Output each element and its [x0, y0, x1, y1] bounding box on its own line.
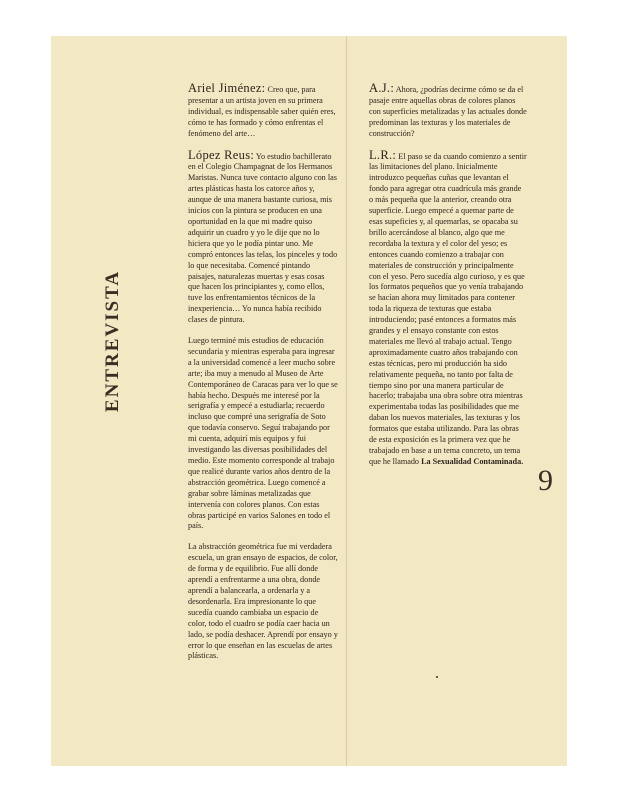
page-number: 9: [538, 464, 553, 497]
section-label: ENTREVISTA: [102, 269, 123, 413]
exhibition-title: La Sexualidad Contaminada: [421, 456, 522, 466]
answer-paragraph: Luego terminé mis estudios de educación secundaria y mientras esperaba para ingresar a la universidad comencé a leer mucho sobre arte; iba muy a menudo al Museo de Arte Contemporáneo de Caracas para ver lo que se había hecho. Después me interesé por la serigrafía y empecé a estudiarla; recuerdo incluso que compré una serigrafía de Soto que todavía conservo. Seguí trabajando por mi cuenta, adquirí mis equipos y fui investigando las diversas posibilidades del medio. Este momento corresponde al trabajo que realicé durante varios años dentro de la abstracción geométrica. Luego comencé a grabar sobre láminas metalizadas que intervenía con colores planos. Con estas obras participé en varios Salones en todo el país.: [188, 336, 338, 531]
paragraph-text: El paso se da cuando comienzo a sentir las limitaciones del plano. Inicialmente introduzco pequeñas cuñas que levantan el fondo para agregar otra cuadrícula más grande o más pequeña que la anterior, creando otra superficie. Luego empecé a quemar parte de esas supeficies y, al quemarlas, se opacaba su brillo acercándose al blanco, algo que me recordaba la textura y el color del yeso; es entonces cuando comienzo a trabajar con materiales de construcción y principalmente con el yeso. Pero sucedía algo curioso, y es que los formatos pequeños que yo venía trabajando se hacían ahora muy limitados para contener toda la riqueza de texturas que estaba introduciendo; pasé entonces a formatos más grandes y el ensayo constante con estos materiales me llevó al trabajo actual. Tengo aproximadamente cuatro años trabajando con estas técnicas, pero mi producción ha sido relativamente pequeña, no tanto por falta de tiempo sino por una manera particular de hacerlo; trabajaba una obra sobre otra mientras experimentaba todas las posibilidades que me daban los nuevos materiales, las texturas y los formatos que estaba utilizando. Para las obras de esta exposición es la primera vez que he trabajado en base a un tema concreto, un tema que he llamado: [369, 151, 527, 466]
answer-paragraph: [188, 147, 338, 327]
left-text-column: [188, 83, 338, 672]
paragraph-text: Yo estudio bachillerato en el Colegio Champagnat de los Hermanos Maristas. Nunca tuve contacto alguno con las artes plásticas hasta los catorce años y, aunque de una manera bastante curiosa, mis inicios con la pintura se producen en una oportunidad en la que mi madre quiso adquirir un cuadro y yo le dije que no lo hiciera que yo le podía pintar uno. Me compró entonces las telas, los pinceles y todo lo que necesitaba. Comencé pintando paisajes, naturalezas muertas y esas cosas que hacen los principiantes y, como ellos, tuve los enfrentamientos técnicos de la inexperiencia… Yo nunca había recibido clases de pintura.: [188, 151, 338, 325]
page-spine-divider: [346, 36, 347, 766]
print-speck: [436, 676, 438, 678]
answer-paragraph: [369, 147, 527, 468]
speaker-name: L.R.:: [369, 147, 397, 162]
speaker-name: A.J.:: [369, 81, 395, 95]
speaker-name: López Reus:: [188, 147, 255, 162]
paragraph-text: Creo que, para presentar a un artista joven en su primera individual, es indispensable saber quién eres, cómo te has formado y cómo enfrentas el fenómeno del arte…: [188, 85, 336, 138]
speaker-name: Ariel Jiménez:: [188, 81, 266, 95]
right-text-column: [369, 83, 527, 478]
paragraph-end: .: [521, 456, 524, 466]
magazine-page: [51, 36, 567, 766]
question-paragraph: [188, 83, 338, 140]
answer-paragraph: La abstracción geométrica fue mi verdadera escuela, un gran ensayo de espacios, de color, de forma y de equilibrio. Fue allí donde aprendí a enfrentarme a una obra, donde aprendí a balancearla, a ordenarla y a desordenarla. Era impresionante lo que sucedía cuando cambiaba un espacio de color, todo el cuadro se podía caer hacia un lado, se podía deshacer. Aprendí por ensayo y error lo que enseñan en las escuelas de artes plásticas.: [188, 542, 338, 661]
question-paragraph: [369, 83, 527, 140]
paragraph-text: Ahora, ¿podrías decirme cómo se da el pasaje entre aquellas obras de colores planos con superficies metalizadas y las actuales donde predominan las texturas y los materiales de construcción?: [369, 85, 527, 138]
